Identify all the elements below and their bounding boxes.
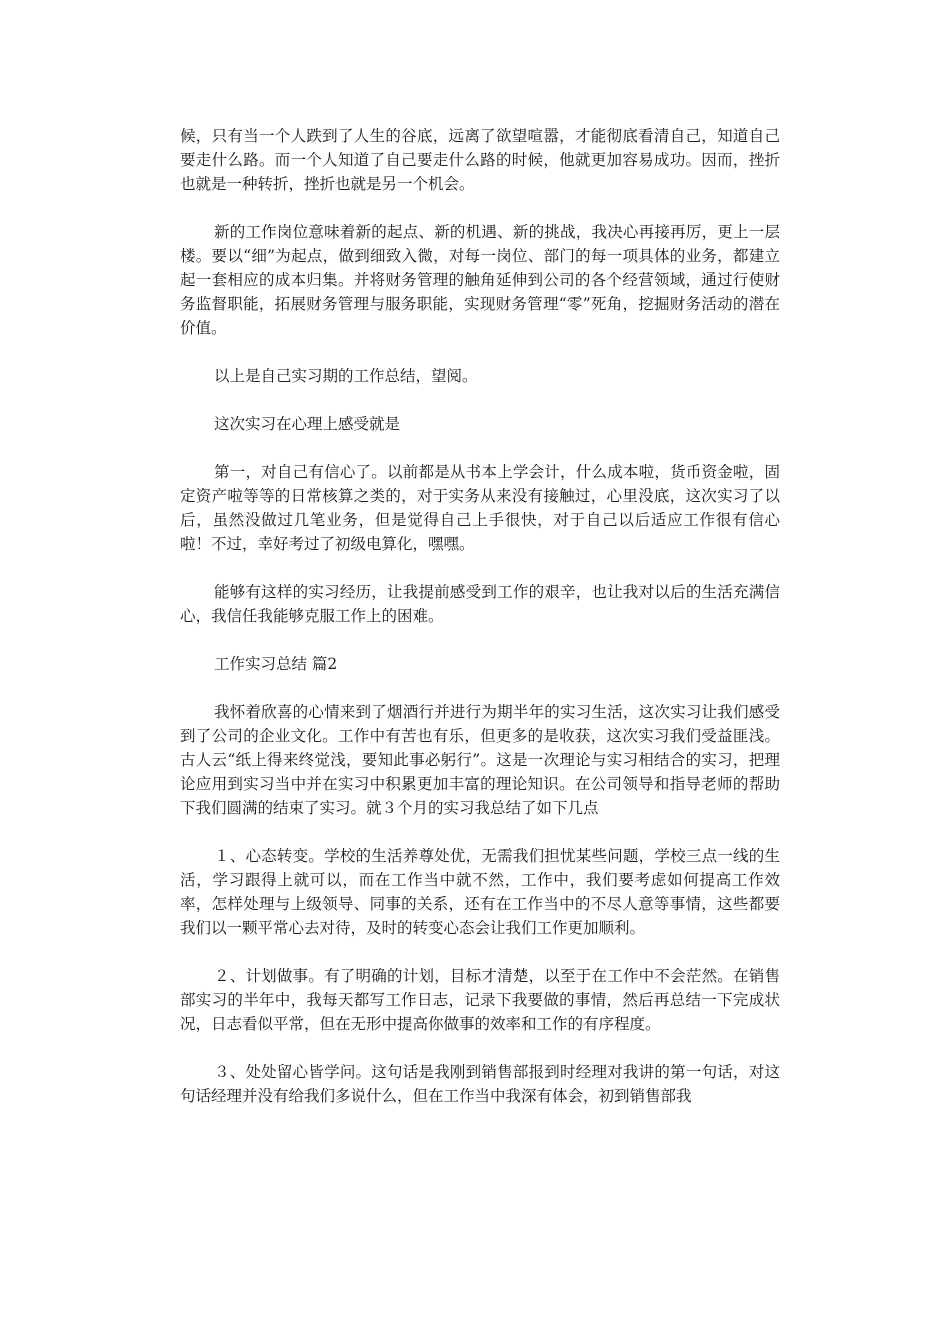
section-heading: 工作实习总结 篇2: [214, 655, 338, 673]
paragraph-first-point: 第一，对自己有信心了。以前都是从书本上学会计，什么成本啦，货币资金啦，固定资产啦等等的日常核算之类的，对于实务从来没有接触过，心里没底，这次实习了以后，虽然没做过几笔业务，但是觉得自己上手很快，对于自己以后适应工作很有信心啦！不过，幸好考过了初级电算化，嘿嘿。: [180, 463, 780, 553]
paragraph-point-3: ３、处处留心皆学问。这句话是我刚到销售部报到时经理对我讲的第一句话，对这句话经理并没有给我们多说什么，但在工作当中我深有体会，初到销售部我: [180, 1063, 780, 1105]
paragraph-experience: 能够有这样的实习经历，让我提前感受到工作的艰辛，也让我对以后的生活充满信心，我信任我能够克服工作上的困难。: [180, 583, 780, 625]
paragraph-feelings-intro: 这次实习在心理上感受就是: [214, 415, 401, 433]
paragraph-point-2: ２、计划做事。有了明确的计划，目标才清楚，以至于在工作中不会茫然。在销售部实习的半年中，我每天都写工作日志，记录下我要做的事情，然后再总结一下完成状况，日志看似平常，但在无形中提高你做事的效率和工作的有序程度。: [180, 967, 780, 1033]
document-body: [180, 124, 780, 1132]
paragraph-new-position: 新的工作岗位意味着新的起点、新的机遇、新的挑战，我决心再接再厉，更上一层楼。要以“细”为起点，做到细致入微，对每一岗位、部门的每一项具体的业务，都建立起一套相应的成本归集。并将财务管理的触角延伸到公司的各个经营领域，通过行使财务监督职能，拓展财务管理与服务职能，实现财务管理“零”死角，挖掘财务活动的潜在价值。: [180, 223, 780, 337]
paragraph-summary-closing: 以上是自己实习期的工作总结，望阅。: [214, 367, 478, 385]
paragraph-intro-part2: 我怀着欣喜的心情来到了烟酒行并进行为期半年的实习生活，这次实习让我们感受到了公司的企业文化。工作中有苦也有乐，但更多的是收获，这次实习我们受益匪浅。古人云“纸上得来终觉浅，要知此事必躬行”。这是一次理论与实习相结合的实习，把理论应用到实习当中并在实习中积累更加丰富的理论知识。在公司领导和指导老师的帮助下我们圆满的结束了实习。就３个月的实习我总结了如下几点: [180, 703, 780, 817]
paragraph-continuation: 候，只有当一个人跌到了人生的谷底，远离了欲望喧嚣，才能彻底看清自己，知道自己要走什么路。而一个人知道了自己要走什么路的时候，他就更加容易成功。因而，挫折也就是一种转折，挫折也就是另一个机会。: [180, 127, 780, 193]
paragraph-point-1: １、心态转变。学校的生活养尊处优，无需我们担忧某些问题，学校三点一线的生活，学习跟得上就可以，而在工作当中就不然，工作中，我们要考虑如何提高工作效率，怎样处理与上级领导、同事的关系，还有在工作当中的不尽人意等事情，这些都要我们以一颗平常心去对待，及时的转变心态会让我们工作更加顺利。: [180, 847, 780, 937]
